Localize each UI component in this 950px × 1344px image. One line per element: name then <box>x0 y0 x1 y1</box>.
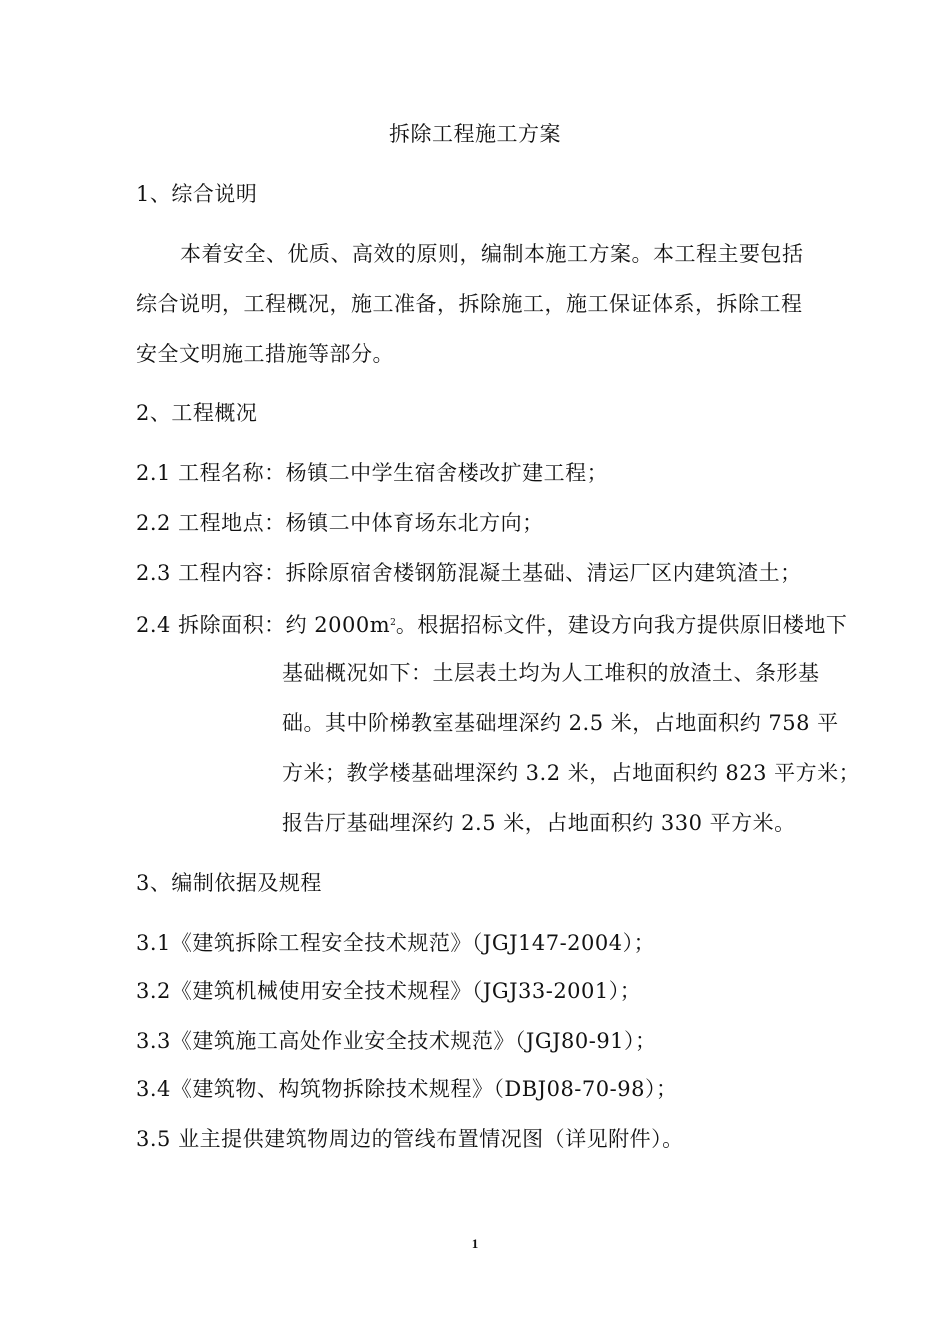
section-heading-1: 1、综合说明 <box>136 182 258 206</box>
section-heading-2: 2、工程概况 <box>136 401 258 425</box>
demolition-area-label: 2.4 拆除面积： <box>136 613 286 637</box>
regulation-item-4: 3.4《建筑物、构筑物拆除技术规程》（DBJ08-70-98）； <box>136 1077 678 1101</box>
demolition-area-text: 。根据招标文件，建设方向我方提供原旧楼地下 <box>395 613 848 637</box>
project-content-item: 2.3 工程内容：拆除原宿舍楼钢筋混凝土基础、清运厂区内建筑渣土； <box>136 561 802 585</box>
intro-paragraph-line-2: 综合说明，工程概况，施工准备，拆除施工，施工保证体系，拆除工程 <box>136 292 803 316</box>
demolition-area-line-4: 方米；教学楼基础埋深约 3.2 米，占地面积约 823 平方米； <box>282 761 861 785</box>
project-name-item: 2.1 工程名称：杨镇二中学生宿舍楼改扩建工程； <box>136 461 609 485</box>
project-location-item: 2.2 工程地点：杨镇二中体育场东北方向； <box>136 511 544 535</box>
page-number: 1 <box>471 1236 479 1251</box>
regulation-item-2: 3.2《建筑机械使用安全技术规程》（JGJ33-2001）； <box>136 979 642 1003</box>
regulation-item-1: 3.1《建筑拆除工程安全技术规范》（JGJ147-2004）； <box>136 931 656 955</box>
regulation-item-5: 3.5 业主提供建筑物周边的管线布置情况图（详见附件）。 <box>136 1127 684 1151</box>
intro-paragraph-line-3: 安全文明施工措施等部分。 <box>136 342 394 366</box>
demolition-area-value: 约 2000m <box>285 613 391 637</box>
section-heading-3: 3、编制依据及规程 <box>136 871 322 895</box>
intro-paragraph-line-1: 本着安全、优质、高效的原则，编制本施工方案。本工程主要包括 <box>180 242 804 266</box>
square-superscript: 2 <box>390 618 396 628</box>
demolition-area-item <box>136 610 847 638</box>
demolition-area-line-5: 报告厅基础埋深约 2.5 米，占地面积约 330 平方米。 <box>282 811 796 835</box>
demolition-area-line-2: 基础概况如下：土层表土均为人工堆积的放渣土、条形基 <box>282 661 820 685</box>
document-title: 拆除工程施工方案 <box>389 122 561 146</box>
demolition-area-line-3: 础。其中阶梯教室基础埋深约 2.5 米，占地面积约 758 平 <box>282 711 839 735</box>
regulation-item-3: 3.3《建筑施工高处作业安全技术规范》（JGJ80-91）； <box>136 1029 657 1053</box>
